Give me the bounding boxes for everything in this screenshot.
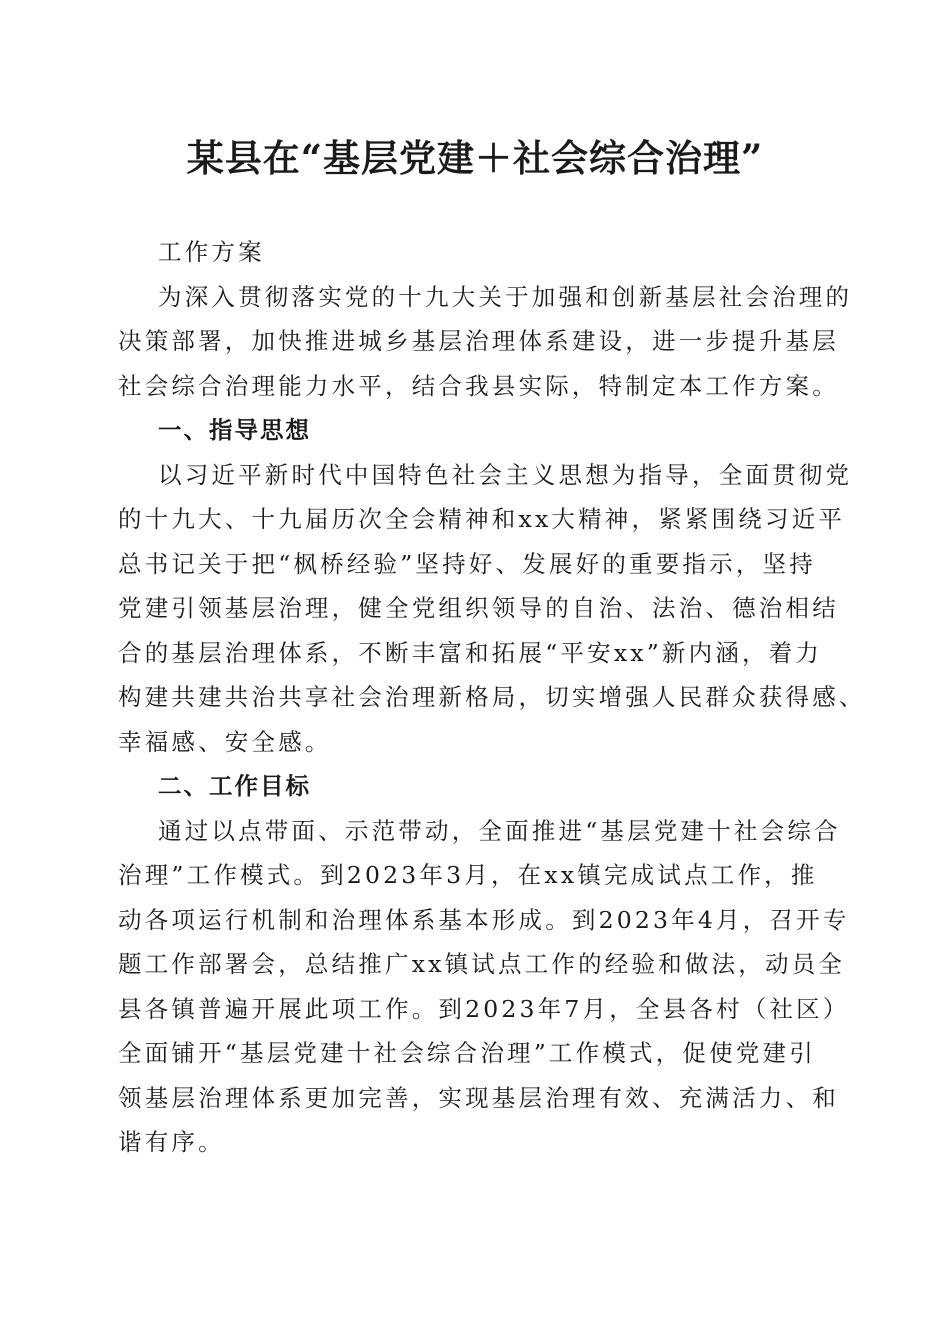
paragraph-line: 县各镇普遍开展此项工作。到2023年7月，全县各村（社区） [118,994,850,1023]
paragraph-line: 决策部署，加快推进城乡基层治理体系建设，进一步提升基层 [118,327,839,355]
paragraph-line: 治理”工作模式。到2023年3月，在xx镇完成试点工作，推 [118,861,818,889]
paragraph-line: 为深入贯彻落实党的十九大关于加强和创新基层社会治理的 [158,282,853,311]
paragraph-line: 通过以点带面、示范带动，全面推进“基层党建十社会综合 [158,816,841,845]
section-heading: 二、工作目标 [158,772,311,800]
paragraph-line: 构建共建共治共享社会治理新格局，切实增强人民群众获得感、 [118,683,866,711]
paragraph-line: 幸福感、安全感。 [118,727,332,756]
paragraph-line: 的十九大、十九届历次全会精神和xx大精神，紧紧围绕习近平 [118,505,846,533]
paragraph-line: 党建引领基层治理，健全党组织领导的自治、法治、德治相结 [118,594,839,622]
paragraph-line: 合的基层治理体系，不断丰富和拓展“平安xx”新内涵，着力 [118,638,823,667]
document-body [118,230,866,1165]
paragraph-line: 谐有序。 [118,1128,225,1156]
paragraph-line: 题工作部署会，总结推广xx镇试点工作的经验和做法，动员全 [118,950,846,978]
section-heading: 一、指导思想 [158,416,311,444]
paragraph-line: 领基层治理体系更加完善，实现基层治理有效、充满活力、和 [118,1083,839,1112]
paragraph-line: 总书记关于把“枫桥经验”坚持好、发展好的重要指示，坚持 [118,549,816,578]
paragraph-line: 以习近平新时代中国特色社会主义思想为指导，全面贯彻党 [158,460,853,489]
paragraph-line: 动各项运行机制和治理体系基本形成。到2023年4月，召开专 [118,905,850,934]
paragraph-line: 全面铺开“基层党建十社会综合治理”工作模式，促使党建引 [118,1039,816,1067]
subtitle-line: 工作方案 [158,238,265,266]
document-title: 某县在“基层党建＋社会综合治理” [186,136,764,180]
paragraph-line: 社会综合治理能力水平，结合我县实际，特制定本工作方案。 [118,371,839,400]
